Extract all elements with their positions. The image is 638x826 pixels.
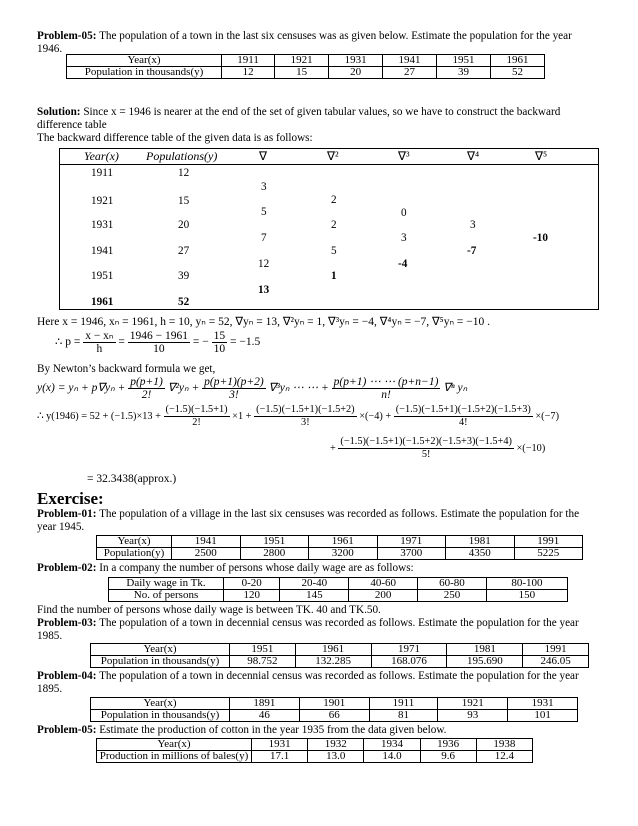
exercise-p1-table <box>96 535 583 560</box>
frac-den: 10 <box>153 343 165 355</box>
table-row <box>97 739 533 751</box>
calc-tail-4: ×(−10) <box>516 442 546 454</box>
table-cell: No. of persons <box>109 590 224 602</box>
frac-den: 10 <box>213 343 226 355</box>
table-cell: 5225 <box>514 548 583 560</box>
table-cell: 60-80 <box>418 578 487 590</box>
calc-frac-4 <box>338 436 514 461</box>
diff-header-d4: ∇⁴ <box>467 149 480 163</box>
diff-year: 1921 <box>91 195 114 207</box>
exercise-p5-table <box>96 738 533 763</box>
calculation-line-1 <box>37 404 559 429</box>
p2-text: In a company the number of persons whose daily wage are as follows: <box>99 562 414 574</box>
table-cell: 150 <box>486 590 567 602</box>
table-cell: 1961 <box>295 644 371 656</box>
frac-num: x − xₙ <box>85 330 114 342</box>
diff-d5: -10 <box>533 232 548 244</box>
table-cell: Population(y) <box>97 548 172 560</box>
table-cell: 1911 <box>222 55 275 67</box>
diff-d2: 2 <box>331 194 337 206</box>
table-cell: 80-100 <box>486 578 567 590</box>
frac-den: 2! <box>192 417 201 428</box>
table-cell: 17.1 <box>252 751 308 763</box>
table-row <box>67 67 545 79</box>
table-row <box>91 644 589 656</box>
formula-lhs: y(x) = yₙ + p∇yₙ + <box>37 382 126 395</box>
diff-year: 1961 <box>91 296 114 308</box>
p2-after-text: Find the number of persons whose daily wage is between TK. 40 and TK.50. <box>37 604 381 616</box>
table-cell: Population in thousands(y) <box>91 710 230 722</box>
exercise-p5-statement <box>37 724 603 737</box>
diff-d1: 12 <box>258 258 270 270</box>
table-cell: 195.690 <box>447 656 523 668</box>
table-cell: Year(x) <box>97 739 252 751</box>
diff-pop: 20 <box>178 219 190 231</box>
p1-text: The population of a village in the last six censuses was recorded as follows. Estimate the population for the <box>99 508 580 520</box>
table-cell: 1981 <box>447 644 523 656</box>
p-fraction-3 <box>212 330 228 355</box>
table-cell: 1911 <box>369 698 438 710</box>
diff-d3: -4 <box>398 258 408 270</box>
p4-text: The population of a town in decennial census was recorded as follows. Estimate the population for the year <box>99 670 579 682</box>
diff-pop: 12 <box>178 167 190 179</box>
table-cell: 40-60 <box>349 578 418 590</box>
frac-num: 1946 − 1961 <box>129 330 189 342</box>
exercise-p3-table <box>90 643 589 668</box>
formula-frac-3 <box>332 376 441 401</box>
solution-text <box>37 106 603 145</box>
table-cell: 12.4 <box>476 751 532 763</box>
table-row <box>67 55 545 67</box>
problem05-label: Problem-05: <box>37 30 97 42</box>
diff-d3: 3 <box>401 232 407 244</box>
table-cell: 250 <box>418 590 487 602</box>
p5-label: Problem-05: <box>37 724 97 736</box>
table-cell: 1936 <box>420 739 476 751</box>
frac-num: (−1.5)(−1.5+1) <box>165 404 228 415</box>
table-cell: 1971 <box>377 536 446 548</box>
table-cell: 66 <box>299 710 369 722</box>
table-cell: 1921 <box>438 698 508 710</box>
table-cell: 1971 <box>371 644 447 656</box>
table-cell: 1938 <box>476 739 532 751</box>
table-cell: 13.0 <box>308 751 364 763</box>
table-cell: 3200 <box>309 548 378 560</box>
diff-d4: 3 <box>470 219 476 231</box>
table-row <box>97 751 533 763</box>
diff-pop: 39 <box>178 270 190 282</box>
diff-d1: 3 <box>261 181 267 193</box>
calc-tail-3: ×(−7) <box>535 410 559 422</box>
diff-header-d5: ∇⁵ <box>535 149 548 163</box>
table-row <box>91 698 578 710</box>
solution-line2: difference table <box>37 119 107 131</box>
calc-lead-4: + <box>330 442 336 454</box>
table-cell: 246.05 <box>523 656 589 668</box>
solution-line1: Since x = 1946 is nearer at the end of the set of given tabular values, so we have to construct the backward <box>83 106 561 118</box>
diff-d1: 13 <box>258 284 270 296</box>
calc-tail-2: ×(−4) + <box>359 410 392 422</box>
calculation-line-2 <box>330 436 545 461</box>
table-cell: Year(x) <box>91 698 230 710</box>
table-cell: 1991 <box>523 644 589 656</box>
diff-d2: 5 <box>331 245 337 257</box>
p4-text2: 1895. <box>37 683 63 695</box>
p-eq: = <box>118 336 125 349</box>
table-cell: 3700 <box>377 548 446 560</box>
frac-num: (−1.5)(−1.5+1)(−1.5+2)(−1.5+3) <box>395 404 531 415</box>
table-cell: 39 <box>437 67 491 79</box>
p-eq2: = − <box>192 336 209 349</box>
table-cell: 1961 <box>309 536 378 548</box>
table-cell: 20 <box>329 67 383 79</box>
p2-label: Problem-02: <box>37 562 97 574</box>
table-cell: 2500 <box>172 548 241 560</box>
table-cell: 1991 <box>514 536 583 548</box>
diff-pop: 15 <box>178 195 190 207</box>
table-cell: 9.6 <box>420 751 476 763</box>
frac-num: p(p+1) ⋯ ⋯ (p+n−1) <box>333 376 439 388</box>
frac-num: (−1.5)(−1.5+1)(−1.5+2) <box>256 404 355 415</box>
diff-year: 1911 <box>91 167 113 179</box>
table-cell: 1932 <box>308 739 364 751</box>
frac-den: n! <box>381 389 391 401</box>
table-cell: 81 <box>369 710 438 722</box>
table-cell: 1901 <box>299 698 369 710</box>
table-cell: 52 <box>490 67 544 79</box>
problem05-text: The population of a town in the last six censuses was as given below. Estimate the population for the year <box>99 30 572 42</box>
problem05-text2: 1946. <box>37 43 63 55</box>
table-cell: 1951 <box>240 536 309 548</box>
table-cell: 1951 <box>437 55 491 67</box>
table-cell: 4350 <box>446 548 515 560</box>
result: = 32.3438(approx.) <box>87 473 177 485</box>
diff-year: 1941 <box>91 245 114 257</box>
exercise-heading: Exercise: <box>37 489 104 508</box>
table-cell: Population in thousands(y) <box>91 656 230 668</box>
p-fraction <box>83 330 115 355</box>
diff-d2: 1 <box>331 270 337 282</box>
table-cell: 101 <box>508 710 578 722</box>
exercise-p2-statement <box>37 562 603 575</box>
table-cell: 98.752 <box>230 656 296 668</box>
frac-den: 3! <box>229 389 239 401</box>
table-cell: Year(x) <box>67 55 222 67</box>
p1-label: Problem-01: <box>37 508 97 520</box>
frac-den: 4! <box>459 417 468 428</box>
table-cell: 20-40 <box>280 578 349 590</box>
table-row <box>109 590 568 602</box>
table-cell: 14.0 <box>364 751 420 763</box>
table-cell: 1931 <box>329 55 383 67</box>
diff-year: 1931 <box>91 219 114 231</box>
solution-label: Solution: <box>37 106 81 118</box>
table-cell: Year(x) <box>91 644 230 656</box>
frac-num: (−1.5)(−1.5+1)(−1.5+2)(−1.5+3)(−1.5+4) <box>340 436 512 447</box>
formula-tail-1: ∇²yₙ + <box>167 382 200 395</box>
exercise-p1-statement <box>37 508 603 534</box>
formula-tail-2: ∇³yₙ ⋯ ⋯ + <box>268 382 329 395</box>
table-cell: Population in thousands(y) <box>67 67 222 79</box>
table-cell: 145 <box>280 590 349 602</box>
table-cell: 2800 <box>240 548 309 560</box>
table-cell: 1934 <box>364 739 420 751</box>
table-cell: 1961 <box>490 55 544 67</box>
diff-header-d3: ∇³ <box>398 149 410 163</box>
diff-pop: 52 <box>178 296 190 308</box>
formula-tail-3: ∇ⁿ yₙ <box>443 382 468 395</box>
p1-text2: year 1945. <box>37 521 85 533</box>
p-computation <box>55 330 260 355</box>
table-cell: 132.285 <box>295 656 371 668</box>
table-cell: 1921 <box>275 55 329 67</box>
diff-pop: 27 <box>178 245 190 257</box>
table-cell: 27 <box>383 67 437 79</box>
given-values: Here x = 1946, xₙ = 1961, h = 10, yₙ = 52, ∇yₙ = 13, ∇²yₙ = 1, ∇³yₙ = −4, ∇⁴yₙ = −7, ∇⁵yₙ = −10 . <box>37 316 490 328</box>
table-row <box>91 710 578 722</box>
table-cell: 120 <box>224 590 280 602</box>
table-cell: 1941 <box>383 55 437 67</box>
exercise-p4-statement <box>37 670 603 696</box>
calc-lhs: ∴ y(1946) = 52 + (−1.5)×13 + <box>37 410 161 422</box>
problem05-statement <box>37 30 603 56</box>
frac-den: 2! <box>141 389 152 401</box>
diff-d4: -7 <box>467 245 477 257</box>
table-cell: 168.076 <box>371 656 447 668</box>
diff-d1: 5 <box>261 206 267 218</box>
frac-num: p(p+1) <box>130 376 163 388</box>
calc-frac-2 <box>254 404 357 429</box>
frac-num: 15 <box>213 330 226 342</box>
frac-num: p(p+1)(p+2) <box>204 376 264 388</box>
table-cell: 1981 <box>446 536 515 548</box>
diff-header-pop: Populations(y) <box>146 149 218 163</box>
diff-d1: 7 <box>261 232 267 244</box>
p3-text2: 1985. <box>37 630 63 642</box>
calc-tail-1: ×1 + <box>232 410 252 422</box>
diff-d3: 0 <box>401 207 407 219</box>
diff-d2: 2 <box>331 219 337 231</box>
table-row <box>97 536 583 548</box>
newton-formula <box>37 376 467 401</box>
solution-line3: The backward difference table of the given data is as follows: <box>37 132 313 144</box>
calc-frac-3 <box>394 404 533 429</box>
frac-den: h <box>96 343 103 355</box>
table-cell: 1931 <box>508 698 578 710</box>
calc-frac-1 <box>164 404 230 429</box>
exercise-p4-table <box>90 697 578 722</box>
table-cell: 1951 <box>230 644 296 656</box>
table-cell: 1941 <box>172 536 241 548</box>
table-row <box>91 656 589 668</box>
p4-label: Problem-04: <box>37 670 97 682</box>
formula-frac-1 <box>128 376 165 401</box>
diff-header-d2: ∇² <box>327 149 339 163</box>
table-cell: 1891 <box>230 698 300 710</box>
table-cell: Production in millions of bales(y) <box>97 751 252 763</box>
table-cell: 0-20 <box>224 578 280 590</box>
problem05-data-table <box>66 54 545 79</box>
p3-label: Problem-03: <box>37 617 97 629</box>
p-result: = −1.5 <box>230 336 261 349</box>
p5-text: Estimate the production of cotton in the year 1935 from the data given below. <box>99 724 447 736</box>
table-row <box>97 548 583 560</box>
diff-header-d1: ∇ <box>259 149 268 163</box>
table-cell: 200 <box>349 590 418 602</box>
newton-intro: By Newton’s backward formula we get, <box>37 363 216 375</box>
p3-text: The population of a town in decennial census was recorded as follows. Estimate the population for the year <box>99 617 579 629</box>
table-cell: 46 <box>230 710 300 722</box>
frac-den: 3! <box>301 417 310 428</box>
exercise-p2-table <box>108 577 568 602</box>
table-cell: 93 <box>438 710 508 722</box>
exercise-p3-statement <box>37 617 603 643</box>
diff-header-year: Year(x) <box>84 149 119 163</box>
table-cell: Year(x) <box>97 536 172 548</box>
table-row <box>109 578 568 590</box>
p-prefix: ∴ p = <box>55 336 81 349</box>
diff-year: 1951 <box>91 270 114 282</box>
table-cell: 12 <box>222 67 275 79</box>
frac-den: 5! <box>421 449 431 460</box>
p-fraction-2 <box>128 330 190 355</box>
table-cell: Daily wage in Tk. <box>109 578 224 590</box>
formula-frac-2 <box>202 376 266 401</box>
table-cell: 15 <box>275 67 329 79</box>
table-cell: 1931 <box>252 739 308 751</box>
